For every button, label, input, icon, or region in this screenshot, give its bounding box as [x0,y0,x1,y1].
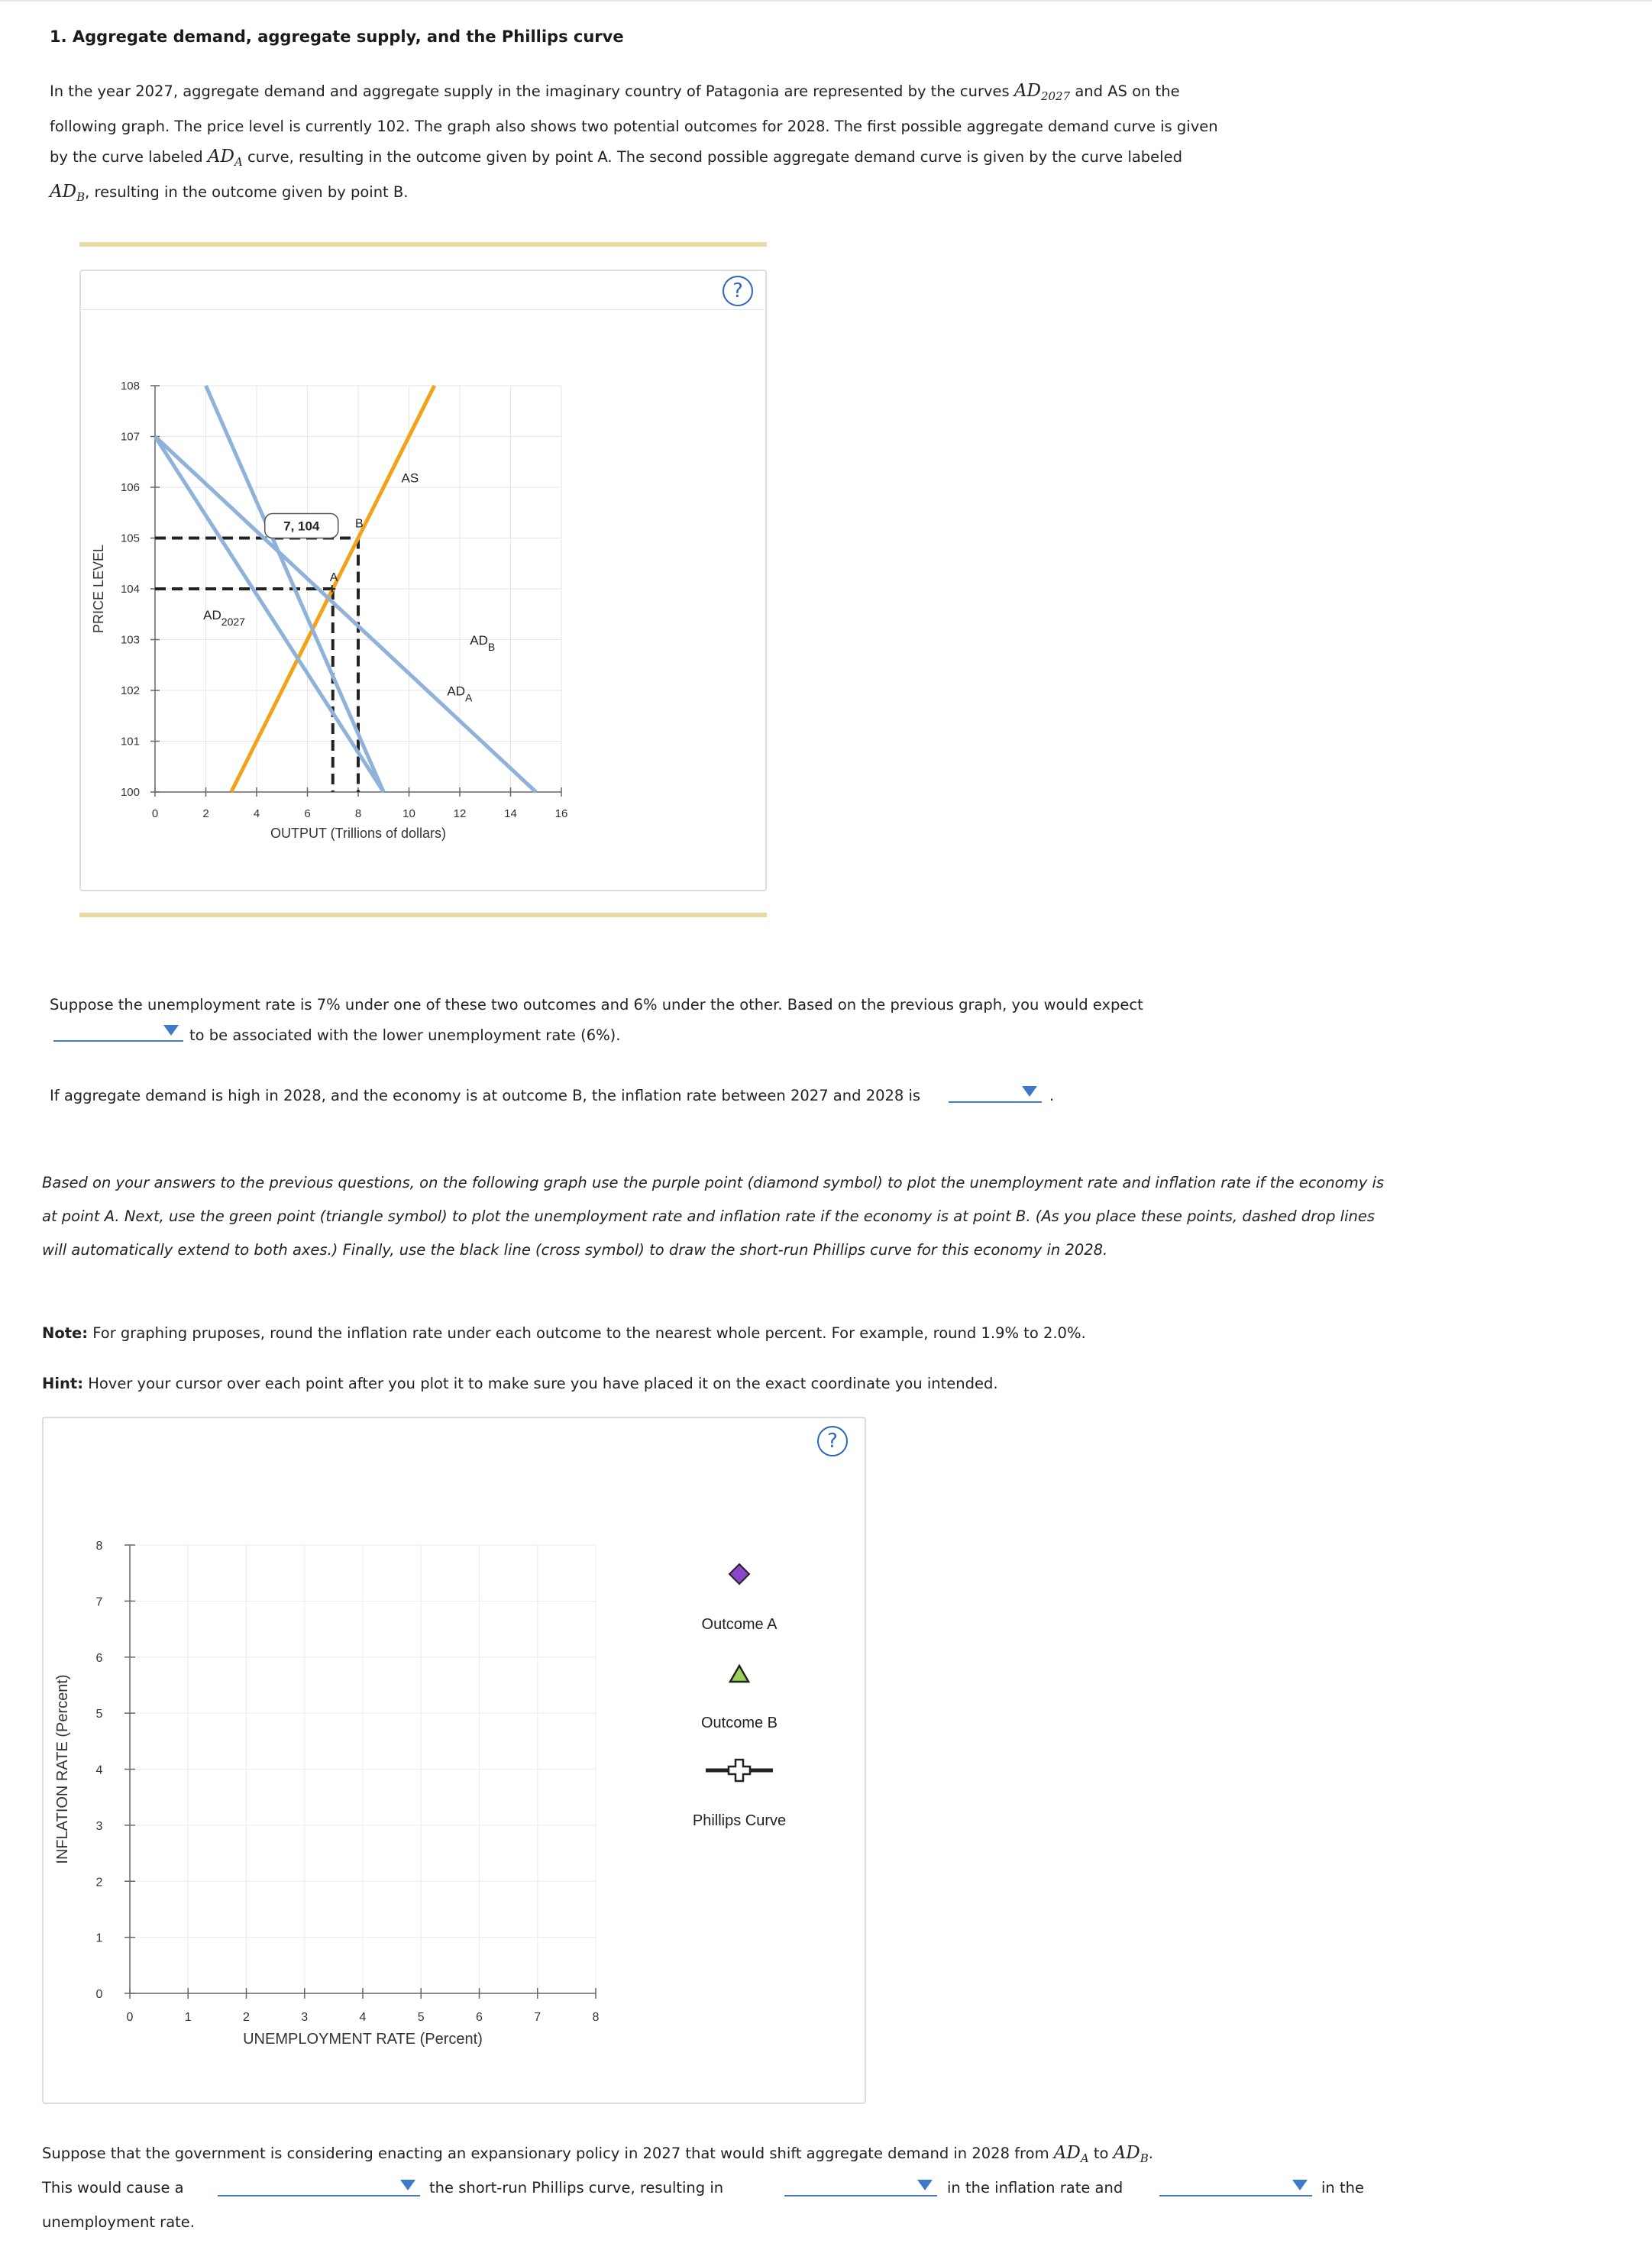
outcome-a-diamond-icon[interactable] [729,1564,749,1584]
q3-text-2b: the short-run Phillips curve, resulting in [429,2179,724,2197]
adas-y-tick-label: 103 [120,633,140,647]
pc-x-tick-label: 6 [476,2011,483,2024]
pc-x-tick-label: 3 [301,2011,309,2024]
ad-a-label: $AD_A$ [447,684,473,704]
q1-text-1: Suppose the unemployment rate is 7% under one of these two outcomes and 6% under the other. Based on the previous graph, you would expect [50,996,1143,1013]
adas-y-tick-label: 108 [120,380,140,393]
pc-legend [693,1564,786,1829]
q3-dropdown-1[interactable] [218,2174,420,2197]
hint-text: Hover your cursor over each point after you plot it to make sure you have placed it on the exact coordinate you intended. [83,1375,998,1392]
ad-a-curve [155,437,383,793]
outcome-a-diamond-shape [729,1564,749,1584]
ad-b-label: $AD_B$ [470,633,496,654]
adas-y-tick-label: 106 [120,481,140,494]
adas-y-tick-label: 104 [120,583,140,596]
adas-x-tick-label: 10 [402,807,415,820]
point-a-label: A [329,571,338,584]
adas-x-tick-label: 14 [504,807,517,820]
adas-x-tick-label: 4 [253,807,260,820]
intro-text-1: In the year 2027, aggregate demand and aggregate supply in the imaginary country of Patagonia are represented by the curves [50,82,1014,100]
chevron-down-icon [1022,1086,1037,1097]
pc-x-axis-label: UNEMPLOYMENT RATE (Percent) [243,2031,483,2048]
pc-y-tick-label: 1 [95,1931,103,1945]
pc-y-tick-label: 0 [95,1988,103,2001]
ad-symbol: AD [1014,81,1041,101]
adas-y-tick-label: 100 [120,786,140,799]
point-b-label: B [355,517,364,531]
adas-x-axis-label: OUTPUT (Trillions of dollars) [270,826,447,841]
pc-y-tick-label: 2 [95,1876,103,1889]
pc-x-tick-label: 1 [184,2011,192,2024]
adas-x-tick-label: 12 [453,807,467,820]
point-tooltip-text: 7, 104 [283,519,320,534]
question-title: 1. Aggregate demand, aggregate supply, and the Phillips curve [50,27,624,46]
intro-text-3: curve, resulting in the outcome given by point A. The second possible aggregate demand curve is given by the curve labeled [242,147,1182,166]
adas-y-tick-label: 101 [120,735,140,748]
q3-end: . [1148,2145,1153,2162]
q3-to-symbol: AD [1113,2143,1140,2163]
chevron-down-icon [163,1025,179,1036]
adas-chart [0,0,1652,916]
instructions-paragraph: Based on your answers to the previous questions, on the following graph use the purple point (diamond symbol) to plot the unemployment rate and inflation rate if the economy is at point A. Next, use the green point (triangle symbol) to plot the unemployment rate and inflation rate if the economy is at point B. (As you place these points, dashed drop lines will automatically extend to both axes.) Finally, use the black line (cross symbol) to draw the short-run Phillips curve for this economy in 2028. [42,1174,1385,1259]
q3-dropdown-3[interactable] [1159,2174,1312,2197]
intro-text-4: , resulting in the outcome given by point B. [85,183,409,202]
note-label: Note: [42,1324,89,1342]
adas-x-tick-label: 2 [202,807,209,820]
pc-y-tick-label: 6 [95,1651,103,1665]
hint-paragraph [42,1369,1493,1399]
adas-y-tick-label: 102 [120,684,140,697]
q3-mid: to [1088,2145,1114,2162]
adas-x-tick-label: 6 [304,807,311,820]
q3-text-2c: in the inflation rate and [947,2179,1123,2197]
q3-text-1: Suppose that the government is considering enacting an expansionary policy in 2027 that would shift aggregate demand in 2028 from [42,2145,1054,2162]
adb-symbol: AD [50,182,77,202]
intro-text-2: and AS on the following graph. The price level is currently 102. The graph also shows two potential outcomes for 2028. The first possible aggregate demand curve is given by the curve labeled [50,82,1218,166]
chevron-down-icon [917,2180,933,2190]
pc-y-tick-label: 7 [95,1595,103,1609]
pc-x-tick-label: 4 [359,2011,367,2024]
pc-x-tick-label: 5 [417,2011,425,2024]
q2-period: . [1049,1087,1055,1104]
pc-x-tick-label: 2 [243,2011,250,2024]
ad-2027-label: $AD_{2027}$ [203,607,245,628]
adas-x-tick-label: 16 [554,807,568,820]
q3-text-3: unemployment rate. [42,2213,195,2231]
pc-help-icon[interactable]: ? [817,1426,848,1456]
outcome-b-label: Outcome B [700,1715,778,1731]
q3-text-2a: This would cause a [42,2179,184,2197]
phillips-curve-cross-icon[interactable] [706,1760,773,1781]
ada-subscript: A [234,154,243,169]
pc-chart [0,1413,1652,2116]
q3-from-symbol: AD [1053,2143,1081,2163]
pc-y-tick-label: 8 [95,1540,103,1553]
pc-axes [54,1540,600,2048]
outcome-b-triangle-shape [730,1666,748,1682]
adas-y-tick-label: 105 [120,532,140,545]
q3-from-sub: A [1080,2151,1089,2165]
phillips-cross-shape [729,1760,750,1781]
pc-x-tick-label: 7 [534,2011,542,2024]
graph-bottom-rule [79,913,767,917]
chevron-down-icon [1292,2180,1308,2190]
pc-y-tick-label: 4 [95,1763,103,1777]
outcome-b-triangle-icon[interactable] [730,1666,748,1682]
adas-help-icon[interactable]: ? [723,276,753,306]
chevron-down-icon [400,2180,415,2190]
ada-symbol: AD [207,146,234,166]
q2-text-1: If aggregate demand is high in 2028, and the economy is at outcome B, the inflation rate between 2027 and 2028 is [50,1087,921,1104]
pc-y-tick-label: 3 [95,1819,103,1833]
pc-y-tick-label: 5 [95,1708,103,1721]
pc-x-tick-label: 0 [126,2011,134,2024]
adas-x-tick-label: 0 [151,807,159,820]
q1-dropdown[interactable] [53,1019,183,1042]
phillips-curve-label: Phillips Curve [692,1812,787,1829]
adb-subscript: B [76,190,86,205]
pc-x-tick-label: 8 [592,2011,600,2024]
point-a-marker: + [328,581,337,596]
adas-y-axis-label: PRICE LEVEL [91,544,106,634]
q3-line-1 [42,2138,1493,2174]
ad-subscript: 2027 [1040,89,1071,103]
q2-dropdown[interactable] [949,1080,1042,1103]
hint-label: Hint: [42,1375,84,1392]
pc-gridlines [130,1545,596,1993]
adas-x-tick-label: 8 [354,807,362,820]
q1-text-2: to be associated with the lower unemployment rate (6%). [189,1026,621,1044]
as-label: AS [401,470,419,486]
q3-to-sub: B [1140,2151,1149,2165]
q3-dropdown-2[interactable] [784,2174,937,2197]
adas-y-tick-label: 107 [120,430,140,444]
pc-y-axis-label: INFLATION RATE (Percent) [54,1674,71,1864]
outcome-a-label: Outcome A [701,1616,778,1633]
note-text: For graphing pruposes, round the inflation rate under each outcome to the nearest whole percent. For example, round 1.9% to 2.0%. [88,1324,1086,1342]
note-paragraph [42,1318,1493,1349]
q3-text-2d: in the [1321,2179,1364,2197]
